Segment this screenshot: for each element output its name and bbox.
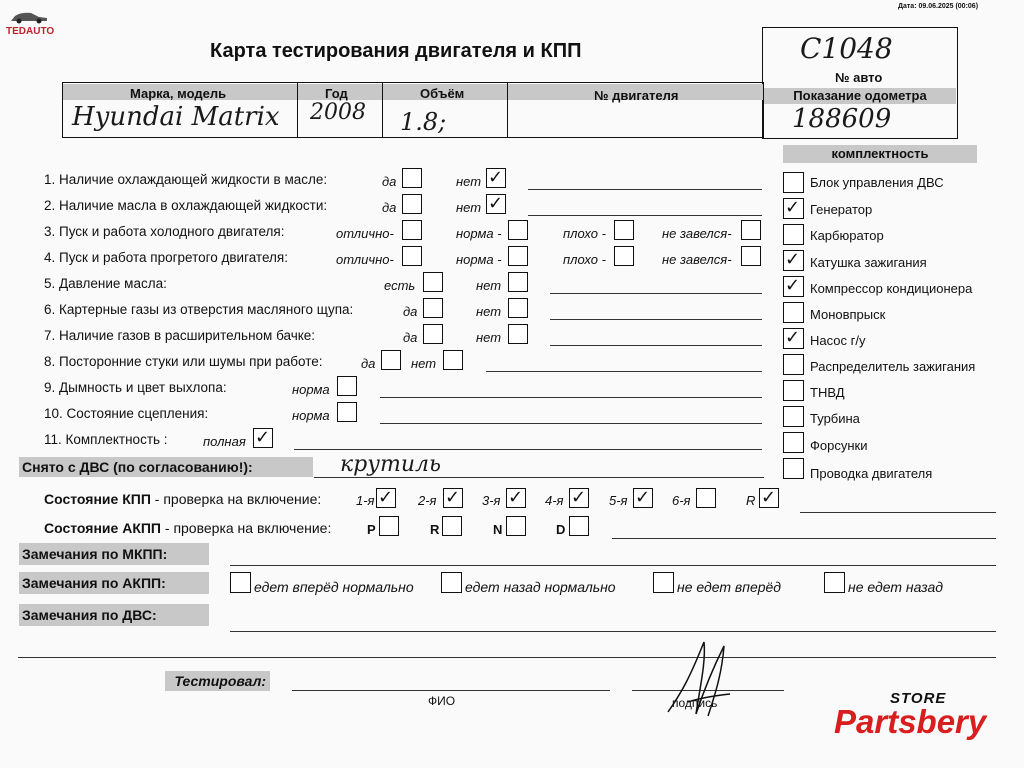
q1-no-check-mark: ✓ bbox=[488, 167, 504, 188]
fio-label: ФИО bbox=[428, 694, 456, 708]
gear-5-check-mark: ✓ bbox=[635, 487, 651, 508]
q1-no-label: нет bbox=[456, 174, 482, 189]
question-8: 8. Посторонние стуки или шумы при работе: bbox=[44, 354, 323, 369]
mkpp-comment-line bbox=[800, 512, 996, 513]
question-1: 1. Наличие охлаждающей жидкости в масле: bbox=[44, 172, 328, 187]
ecu-label: Блок управления ДВС bbox=[810, 175, 944, 190]
akpp-no-forward-label: не едет вперёд bbox=[677, 579, 782, 595]
q7-yes-checkbox[interactable] bbox=[423, 324, 443, 344]
ac-compressor-check-mark: ✓ bbox=[785, 275, 801, 296]
gear-5-label: 5-я bbox=[609, 493, 628, 508]
partsbery-logo bbox=[832, 690, 1012, 746]
q4-bad-label: плохо - bbox=[563, 252, 606, 267]
akpp-row bbox=[44, 520, 331, 536]
q2-comment-line bbox=[528, 215, 762, 216]
q4-no-start-label: не завелся- bbox=[662, 252, 732, 267]
print-date: Дата: 09.06.2025 (00:06) bbox=[898, 3, 979, 10]
odometer-value: 188609 bbox=[792, 104, 892, 134]
ignition-coil-check-mark: ✓ bbox=[785, 249, 801, 270]
akpp-d-checkbox[interactable] bbox=[569, 516, 589, 536]
q8-comment-line bbox=[486, 371, 762, 372]
injection-pump-label: ТНВД bbox=[810, 385, 845, 400]
q5-no-checkbox[interactable] bbox=[508, 272, 528, 292]
q4-normal-label: норма - bbox=[456, 252, 502, 267]
q8-yes-checkbox[interactable] bbox=[381, 350, 401, 370]
power-steering-pump-label: Насос г/у bbox=[810, 333, 866, 348]
q1-yes-label: да bbox=[382, 174, 397, 189]
gear-2-check-mark: ✓ bbox=[445, 487, 461, 508]
question-2: 2. Наличие масла в охлаждающей жидкости: bbox=[44, 198, 328, 213]
car-number-label: № авто bbox=[835, 70, 883, 85]
q4-excellent-label: отлично- bbox=[336, 252, 394, 267]
akpp-forward-ok-checkbox[interactable] bbox=[230, 572, 251, 593]
mkpp-row bbox=[44, 491, 321, 507]
gear-6-checkbox[interactable] bbox=[696, 488, 716, 508]
q6-no-label: нет bbox=[476, 304, 502, 319]
q2-yes-checkbox[interactable] bbox=[402, 194, 422, 214]
akpp-d-label: D bbox=[556, 522, 566, 537]
akpp-no-forward-checkbox[interactable] bbox=[653, 572, 674, 593]
q8-no-label: нет bbox=[411, 356, 437, 371]
q9-comment-line bbox=[380, 397, 762, 398]
mkpp-label: Состояние КПП bbox=[44, 491, 151, 507]
removed-line bbox=[314, 477, 764, 478]
q3-bad-label: плохо - bbox=[563, 226, 606, 241]
akpp-p-checkbox[interactable] bbox=[379, 516, 399, 536]
completeness-title: комплектность bbox=[783, 145, 977, 163]
gear-1-label: 1-я bbox=[356, 493, 375, 508]
q2-yes-label: да bbox=[382, 200, 397, 215]
odometer-label: Показание одометра bbox=[764, 88, 956, 104]
q7-comment-line bbox=[550, 345, 762, 346]
q8-no-checkbox[interactable] bbox=[443, 350, 463, 370]
q4-excellent-checkbox[interactable] bbox=[402, 246, 422, 266]
store-label: STORE bbox=[890, 690, 947, 707]
distributor-checkbox[interactable] bbox=[783, 354, 804, 375]
q6-comment-line bbox=[550, 319, 762, 320]
remarks-mkpp-line bbox=[230, 565, 996, 566]
remarks-dvs-label: Замечания по ДВС: bbox=[19, 604, 209, 626]
tedauto-logo bbox=[6, 8, 55, 38]
akpp-comment-line bbox=[612, 538, 996, 539]
q11-comment-line bbox=[294, 449, 762, 450]
engine-wiring-checkbox[interactable] bbox=[783, 458, 804, 479]
akpp-reverse-ok-label: едет назад нормально bbox=[465, 579, 616, 595]
tested-by-label: Тестировал: bbox=[165, 671, 270, 691]
volume-label: Объём bbox=[420, 86, 465, 101]
q7-no-label: нет bbox=[476, 330, 502, 345]
akpp-reverse-ok-checkbox[interactable] bbox=[441, 572, 462, 593]
q2-no-label: нет bbox=[456, 200, 482, 215]
q5-comment-line bbox=[550, 293, 762, 294]
q6-yes-label: да bbox=[403, 304, 418, 319]
q3-bad-checkbox[interactable] bbox=[614, 220, 634, 240]
year-value: 2008 bbox=[310, 100, 366, 125]
partsbery-brand: Partsbery bbox=[834, 703, 987, 740]
carburetor-label: Карбюратор bbox=[810, 228, 884, 243]
q1-comment-line bbox=[528, 189, 762, 190]
gear-r-check-mark: ✓ bbox=[761, 487, 777, 508]
akpp-suffix: - проверка на включение: bbox=[161, 520, 332, 536]
injection-pump-checkbox[interactable] bbox=[783, 380, 804, 401]
q3-excellent-checkbox[interactable] bbox=[402, 220, 422, 240]
q7-no-checkbox[interactable] bbox=[508, 324, 528, 344]
akpp-r-checkbox[interactable] bbox=[442, 516, 462, 536]
akpp-r-label: R bbox=[430, 522, 440, 537]
carburetor-checkbox[interactable] bbox=[783, 224, 804, 245]
q3-no-start-label: не завелся- bbox=[662, 226, 732, 241]
question-6: 6. Картерные газы из отверстия масляного щупа: bbox=[44, 302, 354, 317]
removed-value: крутиль bbox=[340, 452, 441, 477]
engine-number-label: № двигателя bbox=[594, 88, 679, 103]
turbine-checkbox[interactable] bbox=[783, 406, 804, 427]
ac-compressor-label: Компрессор кондиционера bbox=[810, 281, 973, 296]
q4-no-start-checkbox[interactable] bbox=[741, 246, 761, 266]
q8-yes-label: да bbox=[361, 356, 376, 371]
generator-check-mark: ✓ bbox=[785, 197, 801, 218]
q10-normal-checkbox[interactable] bbox=[337, 402, 357, 422]
question-9: 9. Дымность и цвет выхлопа: bbox=[44, 380, 227, 395]
q11-full-label: полная bbox=[203, 434, 246, 449]
akpp-p-label: P bbox=[367, 522, 376, 537]
q6-yes-checkbox[interactable] bbox=[423, 298, 443, 318]
engine-wiring-label: Проводка двигателя bbox=[810, 466, 933, 481]
q3-normal-checkbox[interactable] bbox=[508, 220, 528, 240]
q4-normal-checkbox[interactable] bbox=[508, 246, 528, 266]
injectors-label: Форсунки bbox=[810, 438, 868, 453]
q9-normal-checkbox[interactable] bbox=[337, 376, 357, 396]
akpp-label: Состояние АКПП bbox=[44, 520, 161, 536]
akpp-no-reverse-label: не едет назад bbox=[848, 579, 943, 595]
generator-label: Генератор bbox=[810, 202, 873, 217]
mono-injection-label: Моновпрыск bbox=[810, 307, 886, 322]
page-title: Карта тестирования двигателя и КПП bbox=[210, 40, 582, 62]
question-5: 5. Давление масла: bbox=[44, 276, 167, 291]
q3-no-start-checkbox[interactable] bbox=[741, 220, 761, 240]
remarks-mkpp-label: Замечания по МКПП: bbox=[19, 543, 209, 565]
mono-injection-checkbox[interactable] bbox=[783, 302, 804, 323]
removed-label: Снято с ДВС (по согласованию!): bbox=[19, 457, 313, 477]
gear-2-label: 2-я bbox=[418, 493, 437, 508]
akpp-n-checkbox[interactable] bbox=[506, 516, 526, 536]
q5-no-label: нет bbox=[476, 278, 502, 293]
car-number-value: C1048 bbox=[800, 32, 893, 65]
make-divider-1 bbox=[297, 83, 298, 137]
akpp-n-label: N bbox=[493, 522, 503, 537]
q9-normal-label: норма bbox=[292, 382, 330, 397]
remarks-akpp-label: Замечания по АКПП: bbox=[19, 572, 209, 594]
power-steering-pump-check-mark: ✓ bbox=[785, 327, 801, 348]
gear-1-check-mark: ✓ bbox=[378, 487, 394, 508]
remarks-dvs-line-2 bbox=[18, 657, 996, 658]
gear-6-label: 6-я bbox=[672, 493, 691, 508]
question-7: 7. Наличие газов в расширительном бачке: bbox=[44, 328, 316, 343]
tested-by-fio-line bbox=[292, 690, 610, 691]
q3-excellent-label: отлично- bbox=[336, 226, 394, 241]
akpp-no-reverse-checkbox[interactable] bbox=[824, 572, 845, 593]
make-divider-3 bbox=[507, 83, 508, 137]
handwritten-signature-icon bbox=[660, 632, 740, 722]
mkpp-suffix: - проверка на включение: bbox=[150, 491, 322, 507]
q10-normal-label: норма bbox=[292, 408, 330, 423]
injectors-checkbox[interactable] bbox=[783, 432, 804, 453]
question-3: 3. Пуск и работа холодного двигателя: bbox=[44, 224, 285, 239]
signature-label: подпись bbox=[672, 696, 718, 710]
gear-3-check-mark: ✓ bbox=[508, 487, 524, 508]
distributor-label: Распределитель зажигания bbox=[810, 359, 976, 374]
make-divider-2 bbox=[382, 83, 383, 137]
q1-yes-checkbox[interactable] bbox=[402, 168, 422, 188]
ecu-checkbox[interactable] bbox=[783, 172, 804, 193]
question-11: 11. Комплектность : bbox=[44, 432, 168, 447]
car-icon bbox=[9, 10, 49, 24]
akpp-forward-ok-label: едет вперёд нормально bbox=[254, 579, 414, 595]
remarks-dvs-line-1 bbox=[230, 631, 996, 632]
q10-comment-line bbox=[380, 423, 762, 424]
gear-4-check-mark: ✓ bbox=[571, 487, 587, 508]
turbine-label: Турбина bbox=[810, 411, 860, 426]
volume-value: 1.8; bbox=[400, 108, 447, 136]
gear-3-label: 3-я bbox=[482, 493, 501, 508]
q5-yes-label: есть bbox=[384, 278, 416, 293]
q6-no-checkbox[interactable] bbox=[508, 298, 528, 318]
make-label: Марка, модель bbox=[130, 86, 227, 101]
year-label: Год bbox=[325, 86, 348, 101]
question-10: 10. Состояние сцепления: bbox=[44, 406, 209, 421]
ignition-coil-label: Катушка зажигания bbox=[810, 255, 927, 270]
logo-text: TEDAUTO bbox=[6, 26, 55, 37]
q5-yes-checkbox[interactable] bbox=[423, 272, 443, 292]
q3-normal-label: норма - bbox=[456, 226, 502, 241]
q11-full-check-mark: ✓ bbox=[255, 427, 271, 448]
question-4: 4. Пуск и работа прогретого двигателя: bbox=[44, 250, 288, 265]
gear-r-label: R bbox=[746, 493, 756, 508]
gear-4-label: 4-я bbox=[545, 493, 564, 508]
q4-bad-checkbox[interactable] bbox=[614, 246, 634, 266]
q2-no-check-mark: ✓ bbox=[488, 193, 504, 214]
q7-yes-label: да bbox=[403, 330, 418, 345]
make-value: Hyundai Matrix bbox=[72, 102, 280, 132]
